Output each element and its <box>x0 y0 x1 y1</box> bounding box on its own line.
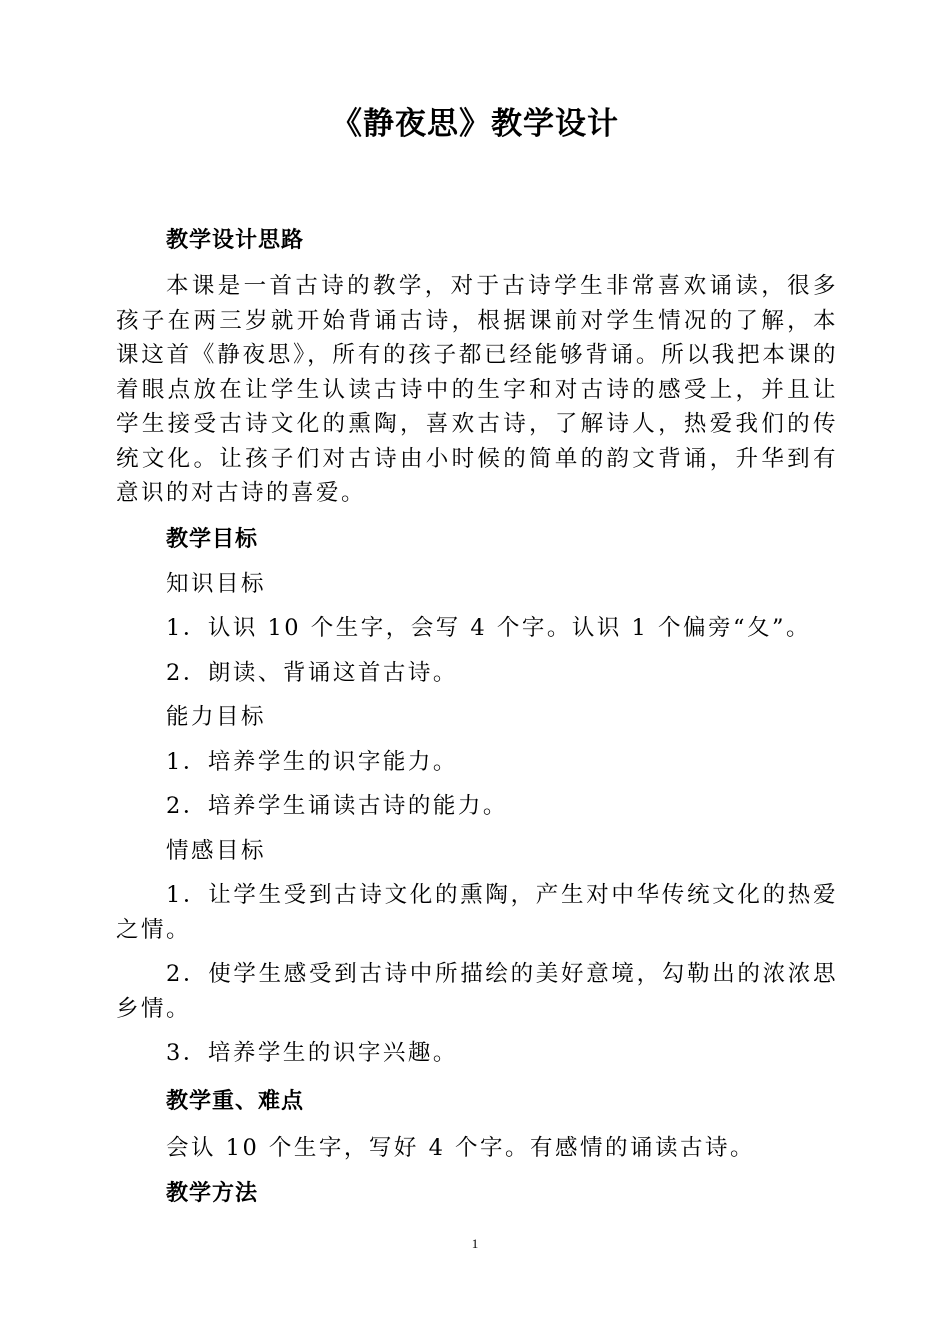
emotion-goal-item: 1．让学生受到古诗文化的熏陶，产生对中华传统文化的热爱之情。 <box>116 882 838 943</box>
ability-goals-label: 能力目标 <box>166 704 267 730</box>
document-body <box>116 222 838 1213</box>
key-points-text: 会认 10 个生字，写好 4 个字。有感情的诵读古诗。 <box>166 1134 756 1161</box>
ability-goal-item: 2．培养学生诵读古诗的能力。 <box>166 793 508 819</box>
emotion-goals-label: 情感目标 <box>166 837 267 864</box>
emotion-goal-item: 3．培养学生的识字兴趣。 <box>166 1040 458 1066</box>
knowledge-goal-item: 2．朗读、背诵这首古诗。 <box>166 659 458 686</box>
goals-heading: 教学目标 <box>166 526 259 552</box>
knowledge-goal-item: 1．认识 10 个生字，会写 4 个字。认识 1 个偏旁“夂”。 <box>166 615 811 641</box>
key-points-heading: 教学重、难点 <box>166 1088 305 1114</box>
design-idea-paragraph: 本课是一首古诗的教学，对于古诗学生非常喜欢诵读，很多孩子在两三岁就开始背诵古诗，根据课前对学生情况的了解，本课这首《静夜思》，所有的孩子都已经能够背诵。所以我把本课的着眼点放在让学生认读古诗中的生字和对古诗的感受上，并且让学生接受古诗文化的熏陶，喜欢古诗，了解诗人，热爱我们的传统文化。让孩子们对古诗由小时候的简单的韵文背诵，升华到有意识的对古诗的喜爱。 <box>116 273 838 506</box>
ability-goal-item: 1．培养学生的识字能力。 <box>166 748 458 775</box>
knowledge-goals-label: 知识目标 <box>166 570 267 597</box>
page-number: 1 <box>471 1236 479 1251</box>
design-idea-heading: 教学设计思路 <box>166 228 305 253</box>
methods-heading: 教学方法 <box>166 1181 259 1206</box>
document-title: 《静夜思》教学设计 <box>331 106 619 142</box>
emotion-goal-item: 2．使学生感受到古诗中所描绘的美好意境，勾勒出的浓浓思乡情。 <box>116 961 838 1022</box>
